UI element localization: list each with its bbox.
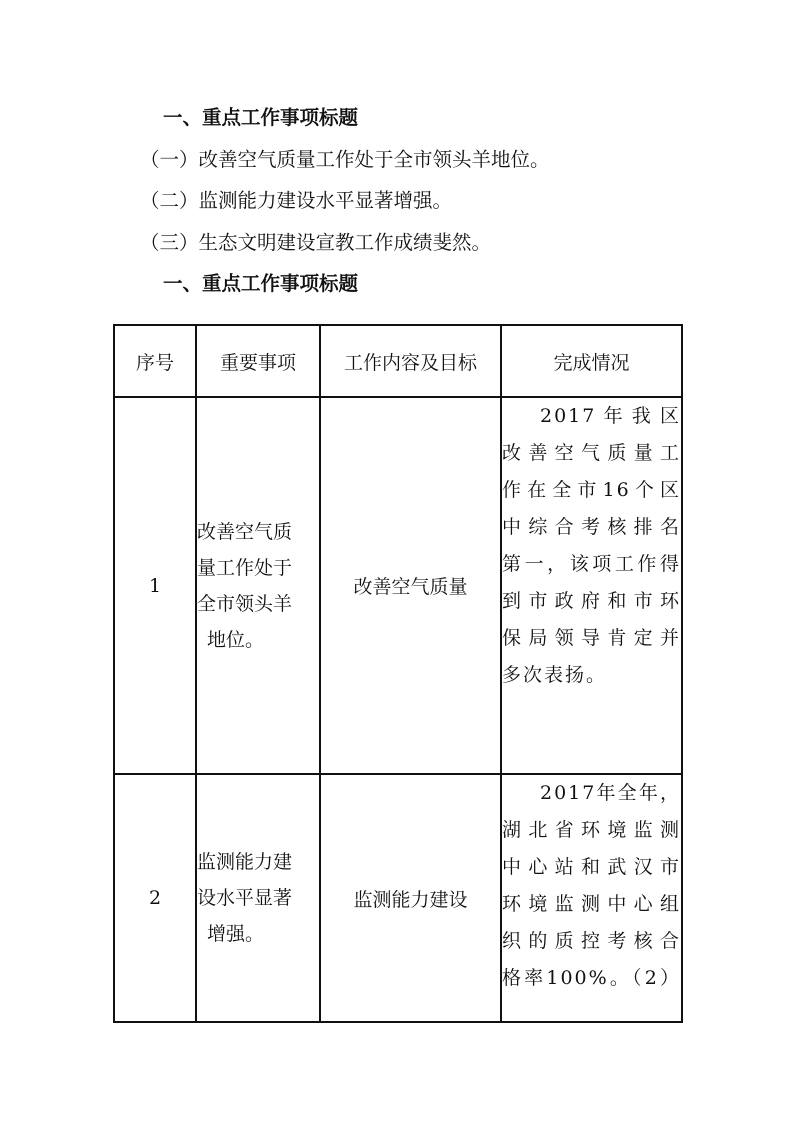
- row-content: 监测能力建设: [320, 774, 501, 1022]
- item-line: 地位。: [207, 628, 265, 651]
- section-item-2: （二）监测能力建设水平显著增强。: [140, 189, 453, 212]
- status-line: 第一，该项工作得: [502, 553, 681, 575]
- item-line: 全市领头羊: [197, 592, 293, 615]
- section-item-1: （一）改善空气质量工作处于全市领头羊地位。: [140, 148, 550, 171]
- item-line: 增强。: [207, 923, 265, 945]
- table-row: [114, 397, 682, 774]
- item-line: 改善空气质: [197, 520, 293, 543]
- status-line: 作在全市16个区: [502, 479, 681, 501]
- item-line: 监测能力建: [197, 851, 293, 873]
- row-serial: 2: [114, 774, 196, 1022]
- status-line: 到市政府和市环: [502, 590, 681, 612]
- status-line: 织的质控考核合: [502, 930, 681, 952]
- status-line: 多次表扬。: [502, 664, 608, 686]
- status-line: 格率100%。（2）: [502, 967, 681, 989]
- header-status: 完成情况: [501, 325, 682, 397]
- section-heading-2: 一、重点工作事项标题: [163, 272, 359, 295]
- table-row: [114, 774, 682, 1022]
- table-header-row: [114, 325, 682, 397]
- header-content: 工作内容及目标: [320, 325, 501, 397]
- row-status: [501, 397, 682, 774]
- item-line: 设水平显著: [197, 887, 293, 909]
- status-line: 中心站和武汉市: [502, 856, 681, 878]
- status-line: 中综合考核排名: [502, 516, 681, 538]
- row-status: [501, 774, 682, 1022]
- row-item: [196, 397, 320, 774]
- row-serial: 1: [114, 397, 196, 774]
- status-line: 湖北省环境监测: [502, 819, 681, 841]
- row-item: [196, 774, 320, 1022]
- header-serial: 序号: [114, 325, 196, 397]
- row-content: 改善空气质量: [320, 397, 501, 774]
- status-line: 保局领导肯定并: [502, 627, 681, 649]
- status-line: 2017年我区: [540, 405, 681, 427]
- work-items-table: [113, 324, 683, 1023]
- status-line: 环境监测中心组: [502, 893, 681, 915]
- status-line: 改善空气质量工: [502, 442, 681, 464]
- item-line: 量工作处于: [197, 556, 293, 579]
- status-line: 2017年全年，: [540, 782, 681, 804]
- header-item: 重要事项: [196, 325, 320, 397]
- section-item-3: （三）生态文明建设宣教工作成绩斐然。: [140, 231, 492, 254]
- section-heading-1: 一、重点工作事项标题: [163, 106, 359, 129]
